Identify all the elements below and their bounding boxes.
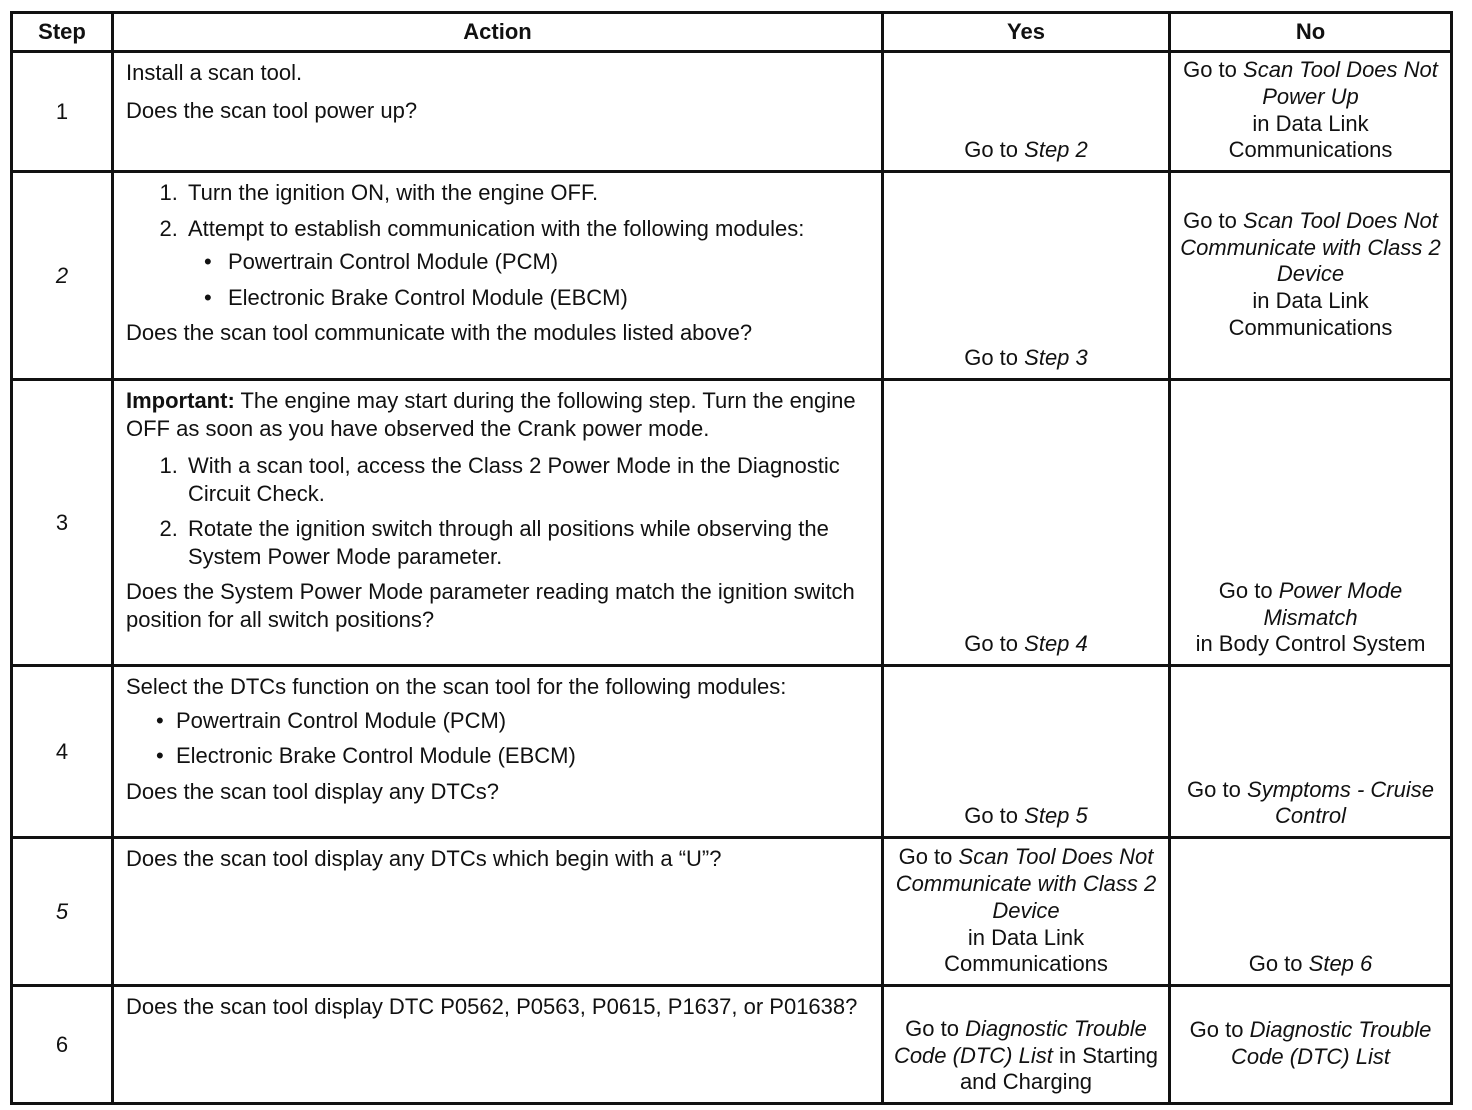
- action-cell: [113, 380, 883, 666]
- step-number: 2: [12, 172, 113, 380]
- no-cell: [1170, 986, 1452, 1104]
- header-yes: Yes: [883, 13, 1170, 52]
- no-prefix: Go to: [1218, 577, 1273, 603]
- yes-prefix: Go to: [964, 345, 1019, 371]
- yes-cell: [883, 838, 1170, 986]
- numbered-step: [184, 215, 869, 312]
- header-step: Step: [12, 13, 113, 52]
- numbered-step: 1. With a scan tool, access the Class 2 Power Mode in the Diagnostic Circuit Check.: [184, 452, 869, 507]
- action-question: Does the scan tool display any DTCs which begin with a “U”?: [126, 846, 722, 872]
- numbered-step: 2. Rotate the ignition switch through all positions while observing the System Power Mode parameter.: [184, 515, 869, 570]
- action-line: Install a scan tool.: [126, 60, 303, 85]
- table-row: [12, 380, 1452, 666]
- no-prefix: Go to: [1248, 951, 1303, 977]
- no-link-procedure[interactable]: Diagnostic Trouble Code (DTC) List: [1231, 1016, 1432, 1069]
- no-prefix: Go to: [1183, 207, 1237, 233]
- important-note: [126, 387, 869, 442]
- action-cell: [113, 838, 883, 986]
- bullet-item: • Electronic Brake Control Module (EBCM): [224, 284, 869, 312]
- yes-link-procedure[interactable]: Diagnostic Trouble Code (DTC) List: [893, 1015, 1147, 1068]
- no-suffix: in Data Link Communications: [1228, 110, 1393, 163]
- step-number: 1: [12, 52, 113, 172]
- step-number: 3: [12, 380, 113, 666]
- no-prefix: Go to: [1189, 1016, 1244, 1042]
- action-cell: [113, 666, 883, 838]
- yes-prefix: Go to: [964, 803, 1019, 829]
- no-prefix: Go to: [1183, 57, 1237, 82]
- important-text: The engine may start during the following step. Turn the engine OFF as soon as you have observed the Crank power mode.: [126, 388, 856, 441]
- yes-link-step[interactable]: Step 3: [1024, 345, 1088, 371]
- table-row: [12, 838, 1452, 986]
- step-number: 4: [12, 666, 113, 838]
- numbered-steps: [126, 179, 869, 311]
- yes-cell: [883, 172, 1170, 380]
- table-row: [12, 986, 1452, 1104]
- yes-suffix: in Data Link Communications: [944, 924, 1108, 977]
- bullet-item: • Powertrain Control Module (PCM): [176, 707, 869, 735]
- yes-prefix: Go to: [898, 844, 953, 870]
- table-row: [12, 52, 1452, 172]
- no-link-procedure[interactable]: Scan Tool Does Not Power Up: [1243, 57, 1438, 109]
- yes-link-procedure[interactable]: Scan Tool Does Not Communicate with Class 2 Device: [895, 844, 1157, 923]
- yes-link-step[interactable]: Step 5: [1024, 803, 1088, 829]
- action-question: Does the scan tool communicate with the modules listed above?: [126, 320, 753, 346]
- numbered-steps: [126, 452, 869, 570]
- no-suffix: in Body Control System: [1195, 631, 1426, 657]
- yes-prefix: Go to: [905, 1015, 959, 1041]
- action-question: Does the scan tool display any DTCs?: [126, 778, 499, 804]
- no-cell: [1170, 52, 1452, 172]
- no-suffix: in Data Link Communications: [1228, 288, 1393, 341]
- bullet-item: • Electronic Brake Control Module (EBCM): [176, 742, 869, 770]
- numbered-step: 1. Turn the ignition ON, with the engine OFF.: [184, 179, 869, 207]
- no-prefix: Go to: [1187, 776, 1241, 802]
- no-link-step[interactable]: Step 6: [1308, 951, 1373, 977]
- action-question: Does the scan tool display DTC P0562, P0563, P0615, P1637, or P01638?: [126, 994, 858, 1020]
- action-question: Does the scan tool power up?: [126, 97, 418, 123]
- yes-cell: [883, 52, 1170, 172]
- action-cell: [113, 986, 883, 1104]
- bullet-list: [126, 707, 869, 770]
- important-label: Important:: [126, 388, 235, 414]
- bullet-item: • Powertrain Control Module (PCM): [224, 248, 869, 276]
- no-cell: [1170, 172, 1452, 380]
- yes-prefix: Go to: [964, 631, 1019, 657]
- yes-cell: [883, 986, 1170, 1104]
- table-row: [12, 666, 1452, 838]
- bullet-list: [188, 248, 869, 311]
- action-cell: [113, 172, 883, 380]
- header-no: No: [1170, 13, 1452, 52]
- action-intro: Select the DTCs function on the scan tool for the following modules:: [126, 674, 787, 700]
- no-link-procedure[interactable]: Symptoms - Cruise Control: [1246, 776, 1434, 829]
- yes-cell: [883, 666, 1170, 838]
- table-row: [12, 172, 1452, 380]
- yes-suffix: in Starting and Charging: [959, 1042, 1159, 1095]
- no-link-procedure[interactable]: Power Mode Mismatch: [1263, 577, 1403, 630]
- header-row: [12, 13, 1452, 52]
- header-action: Action: [113, 13, 883, 52]
- yes-prefix: Go to: [964, 137, 1019, 163]
- diagnostic-table: [10, 11, 1453, 1105]
- step-number: 5: [12, 838, 113, 986]
- no-cell: [1170, 666, 1452, 838]
- step-number: 6: [12, 986, 113, 1104]
- yes-link-step[interactable]: Step 4: [1024, 631, 1088, 657]
- action-cell: [113, 52, 883, 172]
- numbered-step-text: Attempt to establish communication with the following modules:: [188, 215, 805, 241]
- no-link-procedure[interactable]: Scan Tool Does Not Communicate with Class 2 Device: [1180, 207, 1441, 287]
- action-question: Does the System Power Mode parameter reading match the ignition switch position for all switch positions?: [126, 579, 855, 632]
- no-cell: [1170, 838, 1452, 986]
- yes-cell: [883, 380, 1170, 666]
- yes-link-step[interactable]: Step 2: [1024, 137, 1088, 163]
- no-cell: [1170, 380, 1452, 666]
